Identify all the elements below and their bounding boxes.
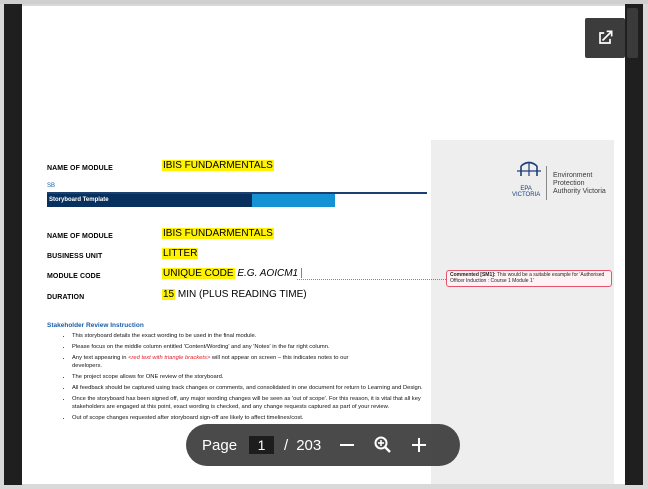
zoom-reset-button[interactable] [369, 431, 397, 459]
list-item: • Out of scope changes requested after storyboard sign-off are likely to affect timelines/cost. [72, 414, 440, 423]
instruction-list [60, 332, 440, 425]
header-name-label: NAME OF MODULE [47, 165, 113, 172]
sb-label: SB [47, 183, 56, 189]
scrollbar-thumb[interactable] [627, 8, 638, 58]
page-label: Page [202, 436, 238, 454]
storyboard-band: Storyboard Template [47, 194, 252, 207]
list-item: • The project scope allows for ONE review of the storyboard. [72, 373, 440, 382]
open-in-new-icon [595, 28, 615, 48]
list-item-suffix: will not appear on screen – this indicates notes to our [210, 354, 349, 361]
red-note-text: <red text with triangle brackets> [128, 354, 211, 361]
list-item: • All feedback should be captured using track changes or comments, and consolidated in one document for return to Learning and Design. [72, 384, 440, 393]
minus-icon [338, 436, 356, 454]
field-value-module-code [162, 268, 302, 280]
list-item: • This storyboard details the exact wording to be used in the final module. [72, 332, 440, 341]
comment-text: This would be a suitable example for 'Authorised Officer Induction : Course 1 Module 1' [450, 272, 605, 284]
total-pages: 203 [296, 436, 322, 454]
logo-line3: Authority Victoria [553, 188, 606, 195]
logo-line2: Protection [553, 180, 585, 187]
epa-wordmark [512, 186, 540, 198]
business-unit-highlight: LITTER [163, 248, 198, 259]
duration-rest: MIN (PLUS READING TIME) [175, 289, 307, 300]
left-gutter [4, 4, 22, 485]
module-code-example: E.G. AOICM1 [237, 268, 299, 279]
page-number-input[interactable]: 1 [249, 436, 274, 454]
module-name-highlight: IBIS FUNDARMENTALS [163, 228, 273, 239]
header-name-value [162, 160, 274, 172]
field-label-module-name: NAME OF MODULE [47, 233, 113, 240]
field-label-module-code: MODULE CODE [47, 273, 101, 280]
comment-author: Commented [SM1]: [450, 272, 496, 278]
comment-connector-line [297, 279, 446, 280]
storyboard-band-accent [252, 194, 335, 207]
list-item-prefix: Any text appearing in [72, 354, 129, 361]
field-value-business-unit [162, 248, 198, 260]
plus-icon [410, 436, 428, 454]
document-page [22, 6, 625, 484]
section-title: Stakeholder Review Instruction [47, 322, 144, 329]
zoom-out-button[interactable] [333, 431, 361, 459]
page-navigation-toolbar [186, 424, 460, 466]
logo-divider [546, 166, 547, 200]
vertical-scrollbar[interactable] [625, 4, 643, 485]
logo-agency-name [553, 172, 606, 196]
open-in-new-window-button[interactable] [585, 18, 625, 58]
duration-highlight: 15 [163, 289, 175, 300]
list-item-continuation: developers. [72, 363, 102, 370]
list-item: • Once the storyboard has been signed off, any major wording changes will be seen as 'out of scope'. For this reason, it is vital that all key stakeholders are engaged at this point, exact wording is checked, and any change requests captured as part of your review. [72, 395, 440, 412]
list-item-text: Please focus on the middle column entitled 'Content/Wording' and any 'Notes' in the far right column. [72, 343, 330, 350]
field-label-business-unit: BUSINESS UNIT [47, 253, 103, 260]
list-item [72, 354, 440, 371]
comment-anchor [301, 268, 302, 278]
zoom-icon [373, 435, 393, 455]
viewer-top-border [0, 0, 648, 4]
zoom-in-button[interactable] [405, 431, 433, 459]
module-code-highlight: UNIQUE CODE [163, 268, 234, 279]
field-label-duration: DURATION [47, 294, 85, 301]
epa-word-victoria: VICTORIA [512, 192, 541, 198]
page-separator: / [284, 436, 289, 454]
header-name-highlight: IBIS FUNDARMENTALS [163, 160, 273, 171]
epa-word-epa: EPA [520, 186, 532, 192]
logo-line1: Environment [553, 172, 593, 179]
comment-bubble[interactable] [446, 270, 612, 287]
field-value-module-name [162, 228, 274, 240]
field-value-duration [162, 289, 307, 301]
list-item [72, 343, 440, 352]
